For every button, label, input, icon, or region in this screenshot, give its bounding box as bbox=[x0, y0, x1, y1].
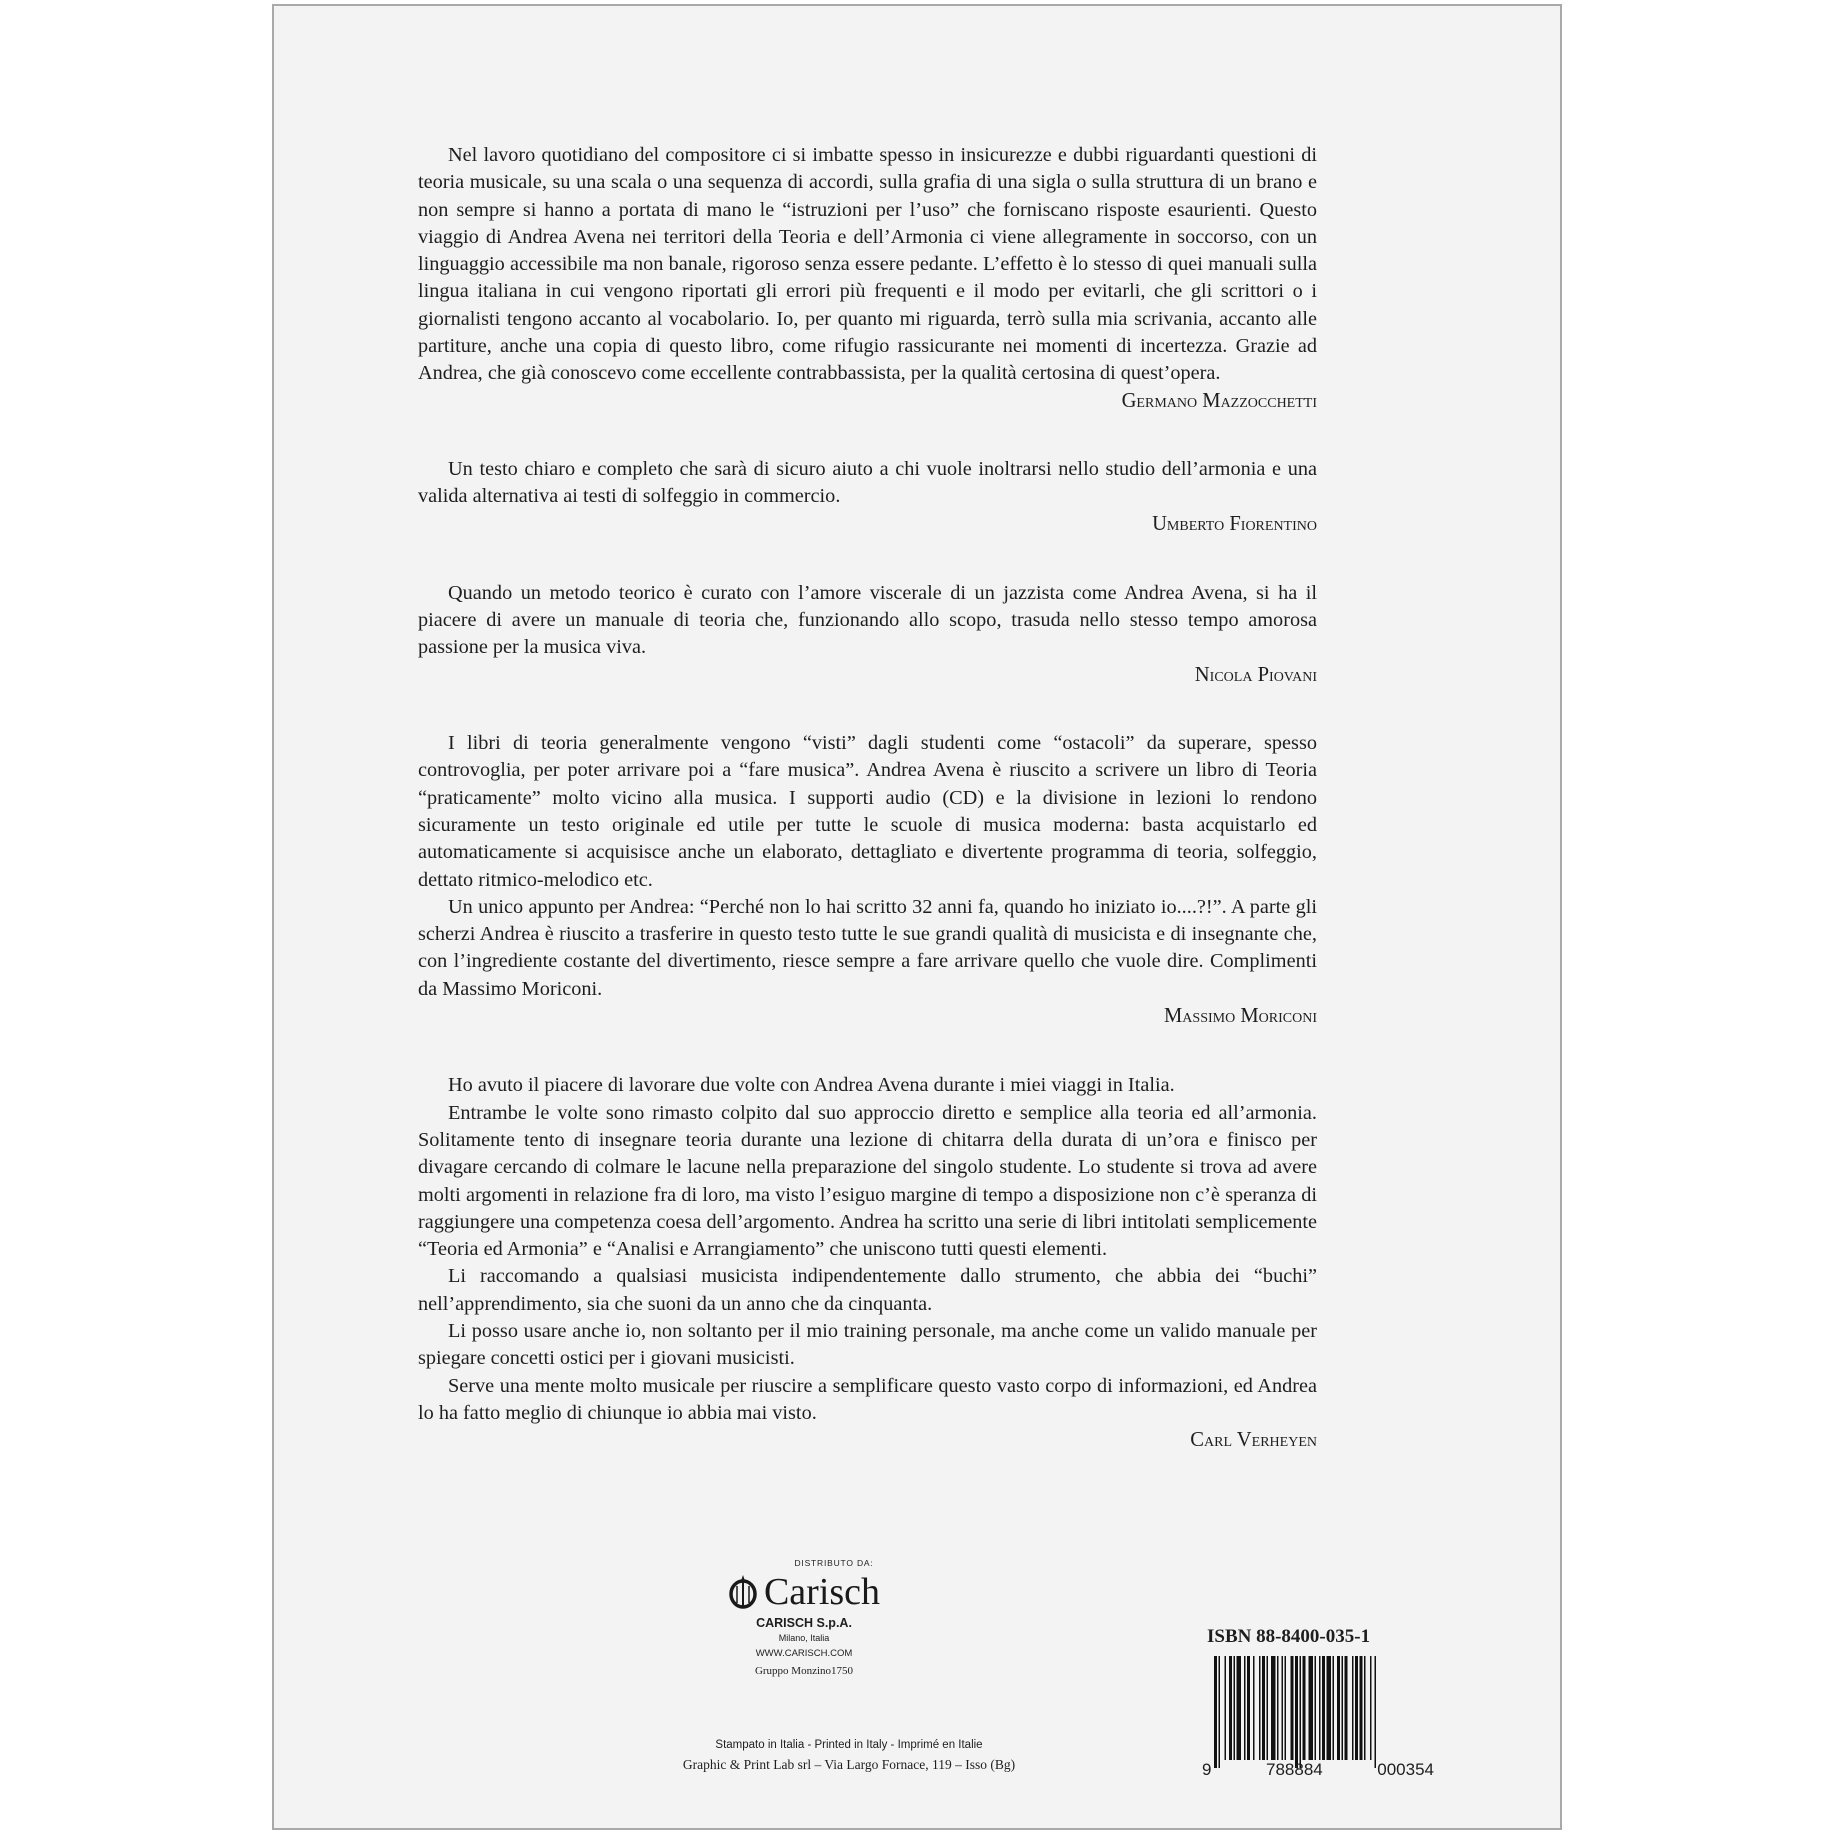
testimonial-paragraph: Un unico appunto per Andrea: “Perché non lo hai scritto 32 anni fa, quando ho iniziato io....?!”. A parte gli scherzi Andrea è riuscito a trasferire in questo testo tutte le sue grandi qualità di musicista e di insegnante che, con l’ingrediente costante del divertimento, riesce sempre a fare arrivare quello che vuole dire. Complimenti da Massimo Moriconi. bbox=[418, 895, 1317, 1000]
barcode-bar bbox=[1234, 1656, 1236, 1760]
printed-in-line: Stampato in Italia - Printed in Italy - Imprimé en Italie bbox=[715, 1739, 983, 1751]
distributor-group: Gruppo Monzino1750 bbox=[754, 1665, 854, 1677]
barcode-bar bbox=[1277, 1656, 1279, 1760]
barcode-bar bbox=[1225, 1656, 1227, 1760]
testimonial bbox=[418, 456, 1317, 538]
barcode-icon bbox=[1202, 1656, 1434, 1770]
barcode-bar bbox=[1333, 1656, 1335, 1760]
distributor-website: WWW.CARISCH.COM bbox=[755, 1648, 853, 1659]
testimonial-paragraph: Serve una mente molto musicale per riuscire a semplificare questo vasto corpo di informazioni, ed Andrea lo ha fatto meglio di chiunque io abbia mai visto. bbox=[418, 1374, 1317, 1424]
barcode-bar bbox=[1322, 1656, 1325, 1760]
barcode-bar bbox=[1271, 1656, 1276, 1760]
barcode-bar bbox=[1337, 1656, 1340, 1760]
barcode-bar bbox=[1244, 1656, 1246, 1760]
barcode-bar bbox=[1315, 1656, 1317, 1760]
carisch-logo-icon bbox=[728, 1572, 758, 1612]
barcode-digit-group: 000354 bbox=[1377, 1760, 1434, 1779]
barcode-digit-group: 788884 bbox=[1266, 1760, 1323, 1779]
distributor-label: DISTRIBUTO DA: bbox=[794, 1558, 874, 1568]
barcode-bar bbox=[1295, 1656, 1298, 1768]
barcode-bar bbox=[1364, 1656, 1366, 1760]
barcode-bar bbox=[1259, 1656, 1261, 1760]
barcode-bar bbox=[1355, 1656, 1358, 1760]
barcode-bar bbox=[1342, 1656, 1344, 1760]
barcode-bar bbox=[1247, 1656, 1250, 1760]
testimonial-author: Germano Mazzocchetti bbox=[1121, 389, 1317, 412]
testimonial-paragraph: I libri di teoria generalmente vengono “visti” dagli studenti come “ostacoli” da superare, spesso controvoglia, per poter arrivare poi a “fare musica”. Andrea Avena è riuscito a scrivere un libro di Teoria “praticamente” molto vicino alla musica. I supporti audio (CD) e la divisione in lezioni lo rendono sicuramente un testo originale ed utile per tutte le scuole di musica moderna: basta acquistarlo ed automaticamente si acquisisce anche un elaborato, dettagliato e divertente programma di teoria, solfeggio, dettato ritmico-melodico etc. bbox=[418, 732, 1317, 891]
barcode-bar bbox=[1237, 1656, 1242, 1760]
barcode-bar bbox=[1300, 1656, 1302, 1768]
testimonial-paragraph: Un testo chiaro e completo che sarà di sicuro aiuto a chi vuole inoltrarsi nello studio dell’armonia e una valida alternativa ai testi di solfeggio in commercio. bbox=[418, 457, 1317, 508]
testimonial-author: Nicola Piovani bbox=[1194, 663, 1317, 686]
testimonials bbox=[418, 142, 1317, 1454]
barcode-bar bbox=[1309, 1656, 1314, 1760]
barcode-bar bbox=[1303, 1656, 1306, 1760]
back-cover bbox=[272, 4, 1562, 1830]
barcode-bar bbox=[1282, 1656, 1284, 1760]
testimonial-paragraph: Li posso usare anche io, non soltanto per il mio training personale, ma anche come un valido manuale per spiegare concetti ostici per i giovani musicisti. bbox=[418, 1319, 1317, 1370]
barcode-bar bbox=[1352, 1656, 1354, 1760]
barcode-bar bbox=[1345, 1656, 1348, 1760]
barcode-bar bbox=[1267, 1656, 1269, 1760]
barcode-bar bbox=[1327, 1656, 1332, 1760]
barcode-bar bbox=[1291, 1656, 1294, 1760]
barcode-bar bbox=[1285, 1656, 1287, 1760]
barcode-bar bbox=[1375, 1656, 1377, 1768]
distributor-block bbox=[674, 1558, 934, 1677]
testimonial-paragraph: Entrambe le volte sono rimasto colpito dal suo approccio diretto e semplice alla teoria ed all’armonia. Solitamente tento di insegnare teoria durante una lezione di chitarra della durata di un’ora e finisco per divagare cercando di colmare le lacune nella preparazione del singolo studente. Lo studente si trova ad avere molti argomenti in relazione fra di loro, ma visto l’esiguo margine di tempo a disposizione non c’è speranza di raggiungere una competenza coesa dell’argomento. Andrea ha scritto una serie di libri intitolati semplicemente “Teoria ed Armonia” e “Analisi e Arrangiamento” che uniscono tutti questi elementi. bbox=[418, 1101, 1317, 1261]
testimonial-paragraph: Ho avuto il piacere di lavorare due volte con Andrea Avena durante i miei viaggi in Italia. bbox=[448, 1074, 1175, 1097]
testimonial bbox=[418, 730, 1317, 1030]
isbn-label: ISBN 88-8400-035-1 bbox=[1207, 1626, 1371, 1647]
barcode-digit-prefix: 9 bbox=[1202, 1760, 1212, 1779]
barcode-bar bbox=[1262, 1656, 1265, 1760]
testimonial-author: Umberto Fiorentino bbox=[1152, 512, 1317, 535]
distributor-company: CARISCH S.p.A. bbox=[756, 1616, 852, 1630]
barcode-bar bbox=[1360, 1656, 1363, 1760]
carisch-logo-text: Carisch bbox=[763, 1571, 881, 1613]
barcode-bar bbox=[1253, 1656, 1255, 1760]
testimonial-paragraph: Nel lavoro quotidiano del compositore ci si imbatte spesso in insicurezze e dubbi riguardanti questioni di teoria musicale, su una scala o una sequenza di accordi, sulla grafia di una sigla o sulla struttura di un brano e non sempre si hanno a portata di mano le “istruzioni per l’uso” che forniscano risposte esaurienti. Questo viaggio di Andrea Avena nei territori della Teoria e dell’Armonia ci viene allegramente in soccorso, con un linguaggio accessibile ma non banale, rigoroso senza essere pedante. L’effetto è lo stesso di quei manuali sulla lingua italiana in cui vengono riportati gli errori più frequenti e il modo per evitarli, che gli scrittori o i giornalisti tengono accanto al vocabolario. Io, per quanto mi riguarda, terrò sulla mia scrivania, accanto alle partiture, anche una copia di questo libro, come rifugio rassicurante nei momenti di incertezza. Grazie ad Andrea, che già conoscevo come eccellente contrabbassista, per la qualità certosina di quest’opera. bbox=[418, 144, 1317, 385]
testimonial bbox=[418, 142, 1317, 415]
testimonial-author: Massimo Moriconi bbox=[1163, 1005, 1317, 1028]
testimonial bbox=[418, 580, 1317, 689]
barcode-bar bbox=[1370, 1656, 1372, 1760]
testimonial-author: Carl Verheyen bbox=[1190, 1429, 1317, 1452]
printer-line: Graphic & Print Lab srl – Via Largo Fornace, 119 – Isso (Bg) bbox=[682, 1757, 1016, 1772]
barcode-bar bbox=[1219, 1656, 1221, 1768]
testimonial-paragraph: Li raccomando a qualsiasi musicista indipendentemente dallo strumento, che abbia dei “buchi” nell’apprendimento, sia che suoni da un anno che da cinquanta. bbox=[418, 1265, 1317, 1315]
barcode-bar bbox=[1229, 1656, 1232, 1760]
testimonial-paragraph: Quando un metodo teorico è curato con l’amore viscerale di un jazzista come Andrea Avena, si ha il piacere di avere un manuale di teoria che, funzionando allo scopo, trasuda nello stesso tempo amorosa passione per la musica viva. bbox=[418, 581, 1317, 659]
barcode-bar bbox=[1214, 1656, 1217, 1768]
distributor-city: Milano, Italia bbox=[778, 1633, 830, 1643]
barcode-bar bbox=[1319, 1656, 1321, 1760]
testimonial bbox=[418, 1072, 1317, 1454]
barcode-digits bbox=[1202, 1760, 1434, 1780]
